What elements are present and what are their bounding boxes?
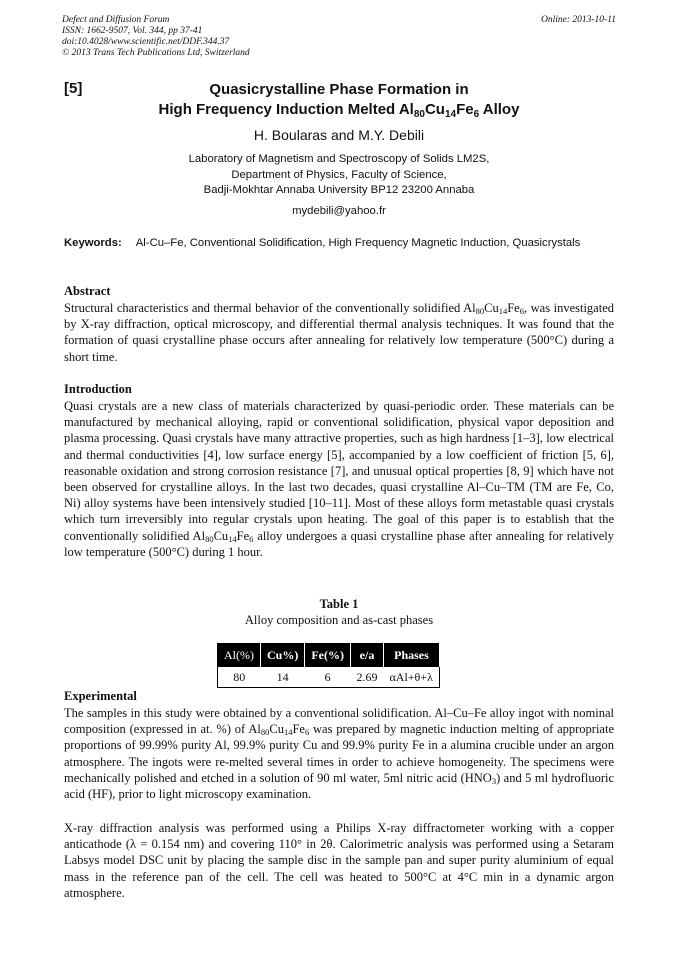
keywords-label: Keywords: xyxy=(64,237,122,249)
table-row xyxy=(218,667,440,688)
col-header-fe: Fe(%) xyxy=(305,644,351,667)
cell-ea: 2.69 xyxy=(351,667,384,688)
col-header-ea: e/a xyxy=(351,644,384,667)
col-header-al: Al(%) xyxy=(218,644,261,667)
abstract-text: Structural characteristics and thermal behavior of the conventionally solidified $Al_{80}Cu_{14}Fe_6$, was investigated by X-ray diffraction, optical microscopy, and differential thermal analysis techniques. It was found that the formation of quasi crystalline phase occurs after annealing for relatively low temperature (500°C) during a short time. xyxy=(64,301,615,364)
experimental-text-2: X-ray diffraction analysis was performed using a Philips X-ray diffractometer working with a copper anticathode (λ = 0.154 nm) and covering 110° in 2θ. Calorimetric analysis was performed using a Setaram Labsys model DSC unit by placing the sample disc in the sample pan and super purity aluminium of equal mass in the reference pan of the cell. The cell was heated to 500°C at 4°C min in a dynamic argon atmosphere. xyxy=(64,821,614,900)
journal-name: Defect and Diffusion Forum xyxy=(62,15,170,25)
col-header-phases: Phases xyxy=(384,644,440,667)
author-email[interactable]: mydebili@yahoo.fr xyxy=(292,205,386,217)
table-header-row xyxy=(218,644,440,667)
keywords xyxy=(64,236,614,252)
journal-copyright: © 2013 Trans Tech Publications Ltd, Switzerland xyxy=(62,48,250,58)
experimental-heading: Experimental xyxy=(64,689,137,703)
alloy-table xyxy=(217,643,440,688)
cell-al: 80 xyxy=(218,667,261,688)
keywords-text: Al-Cu–Fe, Conventional Solidification, High Frequency Magnetic Induction, Quasicrystals xyxy=(135,237,581,249)
cell-cu: 14 xyxy=(261,667,305,688)
introduction-heading: Introduction xyxy=(64,382,132,396)
title-line-1: Quasicrystalline Phase Formation in xyxy=(209,81,469,98)
cell-fe: 6 xyxy=(305,667,351,688)
journal-header xyxy=(62,15,616,59)
abstract-heading: Abstract xyxy=(64,284,111,298)
table-title: Table 1 xyxy=(319,597,359,611)
journal-issn: ISSN: 1662-9507, Vol. 344, pp 37-41 xyxy=(62,26,203,36)
table-caption: Alloy composition and as-cast phases xyxy=(244,613,434,627)
cell-phases: αAl+θ+λ xyxy=(384,667,440,688)
reference-tag: [5] xyxy=(64,80,83,97)
paper-title xyxy=(64,80,614,120)
col-header-cu: Cu%) xyxy=(261,644,305,667)
affiliation: Laboratory of Magnetism and Spectroscopy of Solids LM2S, Department of Physics, Faculty of Science, Badji-Mokhtar Annaba University BP12 23200 Annaba xyxy=(188,153,490,196)
online-date: Online: 2013-10-11 xyxy=(540,15,616,25)
experimental-text-1: The samples in this study were obtained by a conventional solidification. Al–Cu–Fe alloy ingot with nominal composition (expressed in at. %) of $Al_{80}Cu_{14}Fe_6$ was prepared by magnetic induction melting of appropriate proportions of 99.99% purity Al, 99.9% purity Cu and 99.9% purity Fe in a alumina crucible under an argon atmosphere. The ingots were re-melted several times in order to achieve homogeneity. The specimens were mechanically polished and etched in a solution of 90 ml water, 5ml nitric acid $(HNO_3)$ and 5 ml hydrofluoric acid (HF), prior to light microscopy examination. xyxy=(64,706,614,802)
title-line-2: High Frequency Induction Melted $Al_{80}Cu_{14}Fe_6$ Alloy xyxy=(158,101,520,120)
journal-doi: doi:10.4028/www.scientific.net/DDF.344.37 xyxy=(62,37,230,47)
introduction-text: Quasi crystals are a new class of materials characterized by quasi-periodic order. These materials can be manufactured by mechanical alloying, rapid or conventional solidification, physical vapor deposition and plasma processing. Quasi crystals have many attractive properties, such as high hardness [1–3], low electrical and thermal conductivities [4], low surface energy [5], accompanied by a low coefficient of friction [5, 6], reasonable oxidation and strong corrosion resistance [7], and unusual optical properties [8, 9] which have not been observed for crystalline alloys. In the last two decades, quasi crystalline Al–Cu–TM (TM are Fe, Co, Ni) alloy systems have been intensively studied [10–11]. Most of these alloys form metastable quasi crystals which turn irreversibly into regular crystals upon heating. The goal of this paper is to establish that the conventionally solidified $Al_{80}Cu_{14}Fe_6$ alloy undergoes a quasi crystalline phase after annealing for relatively low temperature (500°C) during 1 hour. xyxy=(64,399,614,559)
authors: H. Boularas and M.Y. Debili xyxy=(253,127,425,143)
